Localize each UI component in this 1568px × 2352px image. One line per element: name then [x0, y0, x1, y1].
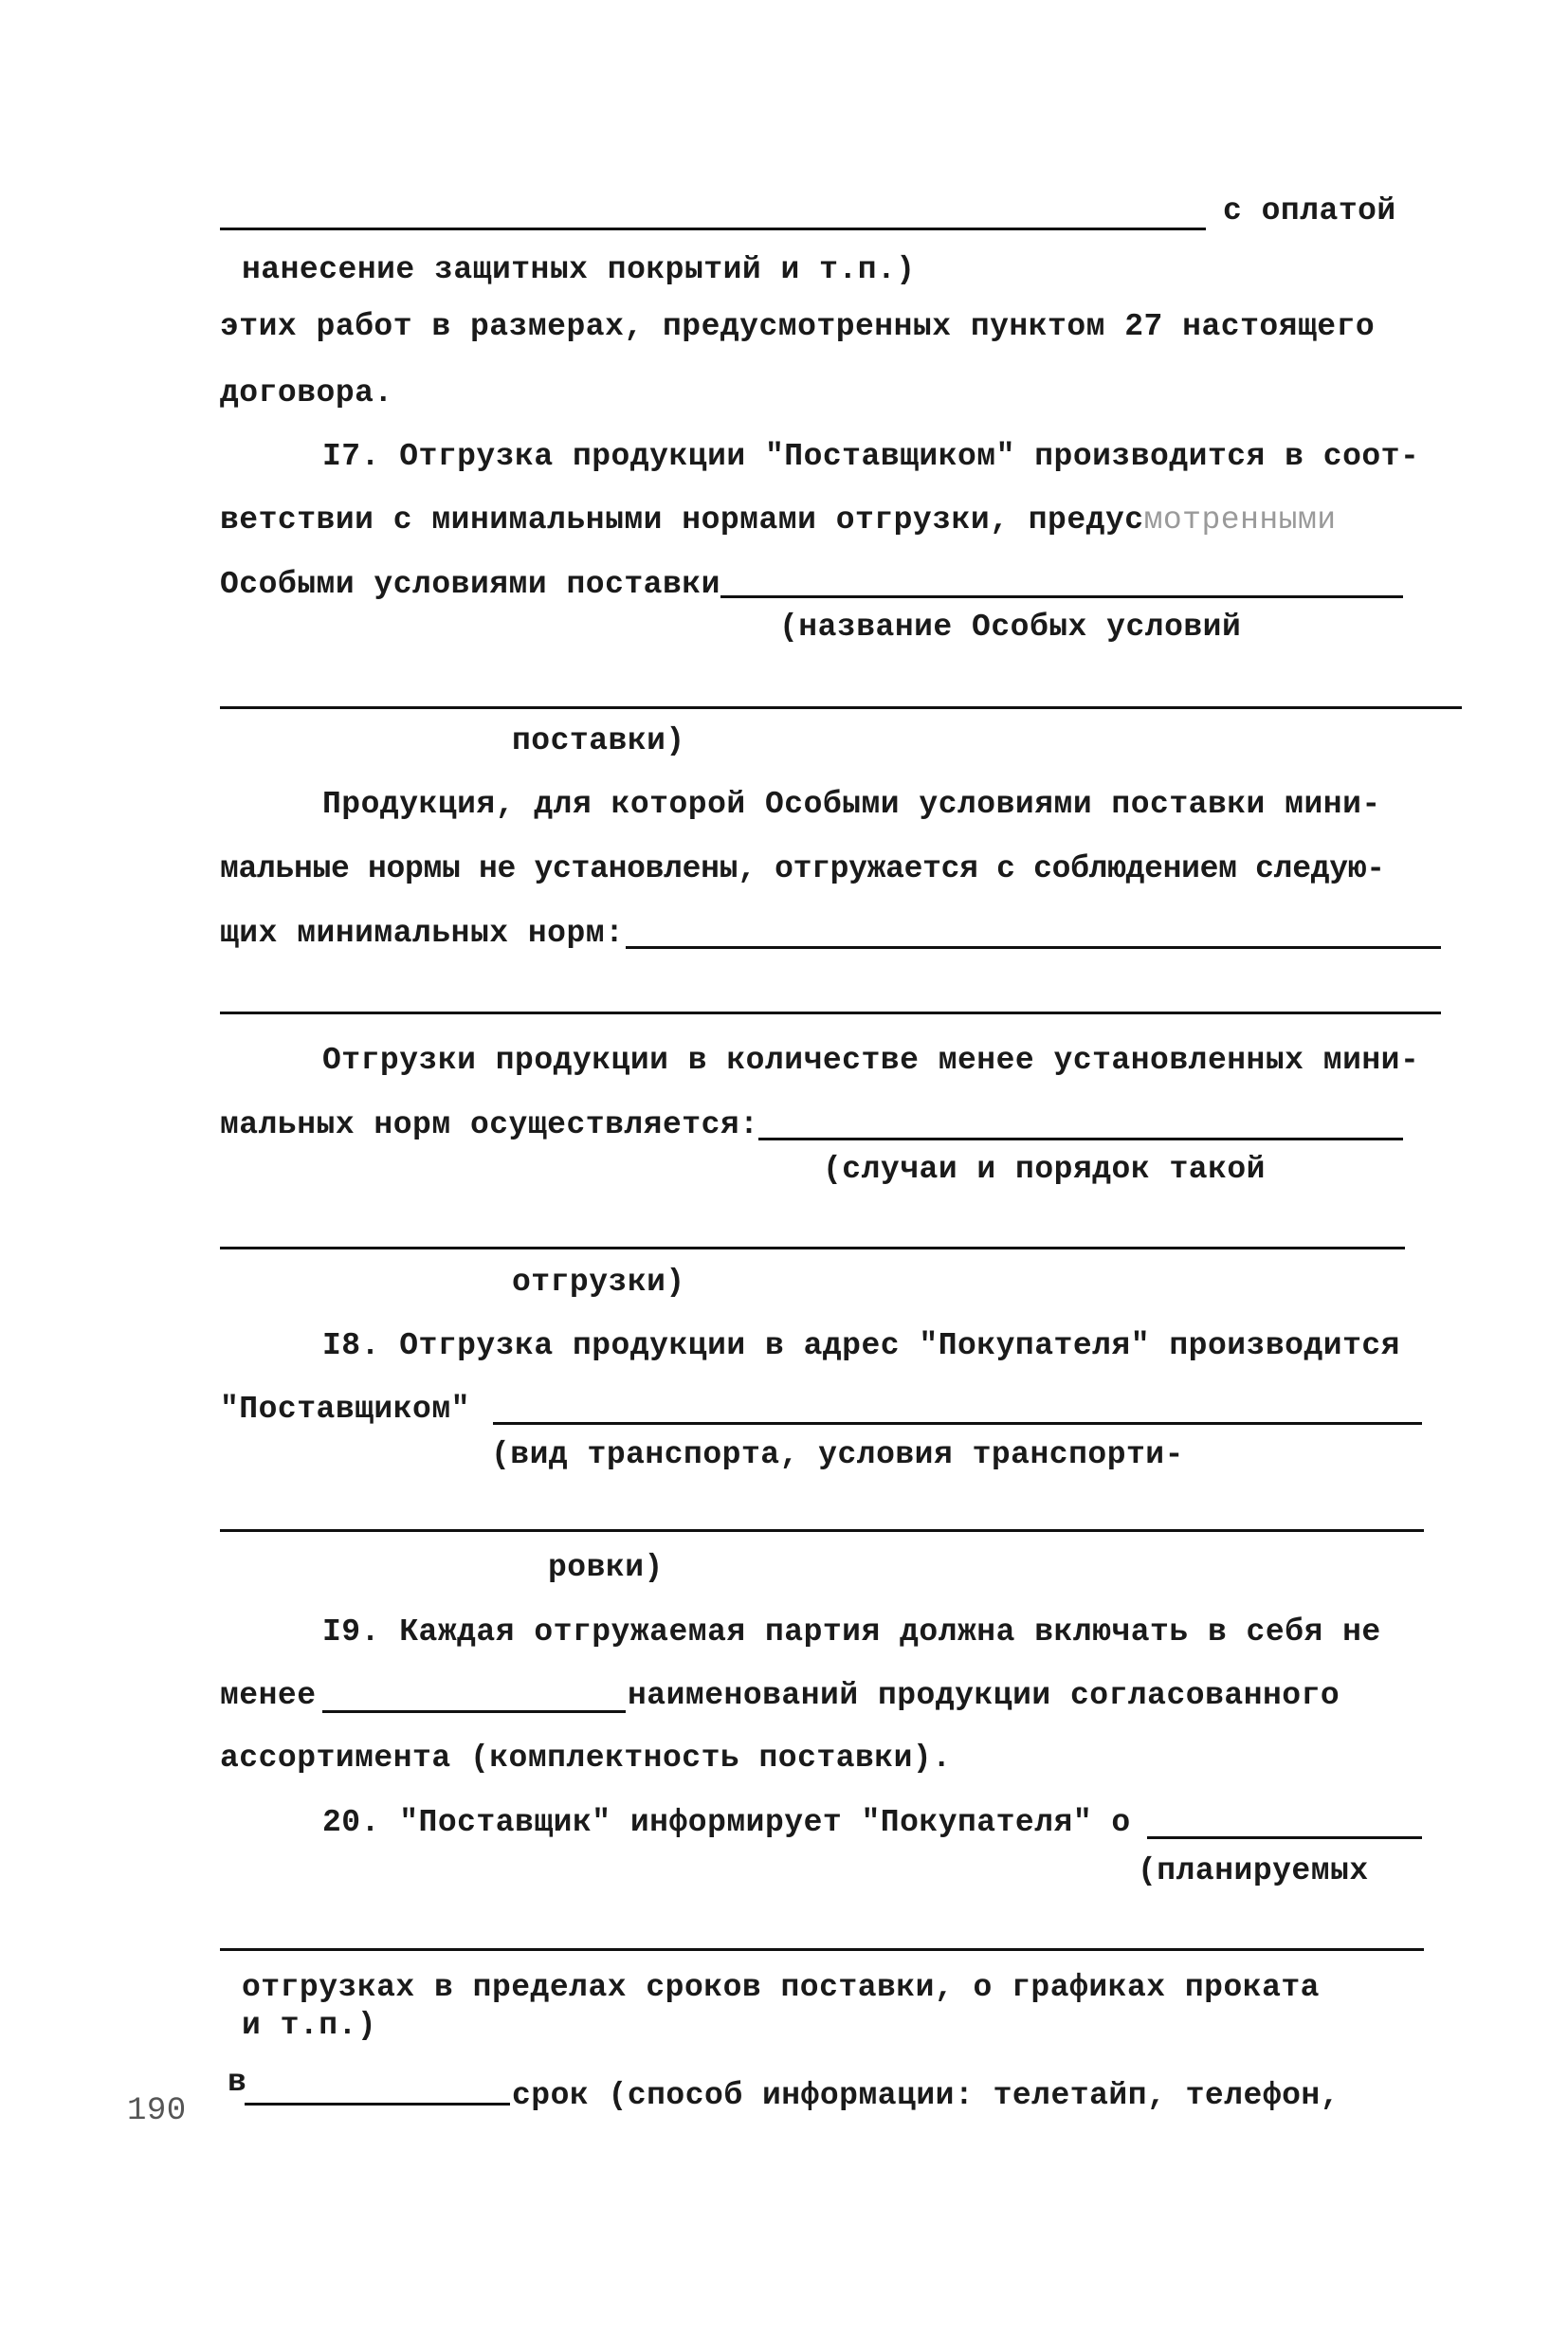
p19-line2-end: наименований продукции согласованного: [628, 1678, 1340, 1713]
fill-line-17c: [626, 946, 1441, 949]
p16-end-text: с оплатой: [1223, 193, 1396, 228]
p17c-caption2: отгрузки): [512, 1265, 685, 1300]
p18-line1: I8. Отгрузка продукции в адрес "Покупателя" производится: [322, 1328, 1400, 1363]
p17b-line1: Продукция, для которой Особыми условиями поставки мини-: [322, 787, 1381, 822]
p19-line1: I9. Каждая отгружаемая партия должна включать в себя не: [322, 1614, 1381, 1650]
fill-line-16: [220, 228, 1206, 230]
fill-line-20c: [245, 2103, 510, 2106]
p17c-line2: мальных норм осуществляется:: [220, 1107, 759, 1142]
p19-line2-start: менее: [220, 1678, 317, 1713]
p20-line1: 20. "Поставщик" информирует "Покупателя" о: [322, 1805, 1131, 1840]
p17b-line2: мальные нормы не установлены, отгружается с соблюдением следую-: [220, 851, 1385, 886]
p19-line3: ассортимента (комплектность поставки).: [220, 1741, 952, 1776]
fill-line-18a: [493, 1422, 1422, 1425]
fill-line-17f: [220, 1247, 1405, 1249]
p20-caption3: и т.п.): [242, 2008, 377, 2043]
fill-line-20b: [220, 1948, 1424, 1951]
p20-last-start: в: [228, 2065, 247, 2100]
p17-line2-faded: мотренными: [1143, 502, 1337, 538]
page-number: 190: [127, 2093, 187, 2129]
p16-caption: нанесение защитных покрытий и т.п.): [242, 252, 916, 287]
p16-line2: договора.: [220, 375, 393, 410]
fill-line-17b: [220, 706, 1462, 709]
fill-line-20a: [1147, 1836, 1422, 1839]
p17-caption2: поставки): [512, 723, 685, 758]
p17-line2-main: ветствии с минимальными нормами отгрузки, предус: [220, 502, 1144, 538]
fill-line-17d: [220, 1012, 1441, 1014]
p17c-line1: Отгрузки продукции в количестве менее установленных мини-: [322, 1043, 1420, 1078]
p17-line3: Особыми условиями поставки: [220, 567, 720, 602]
p16-line1: этих работ в размерах, предусмотренных пунктом 27 настоящего: [220, 309, 1376, 344]
p18-line2: "Поставщиком": [220, 1392, 470, 1427]
fill-line-19: [322, 1710, 626, 1713]
p17-caption1: (название Особых условий: [779, 610, 1242, 645]
p20-caption2: отгрузках в пределах сроков поставки, о графиках проката: [242, 1970, 1320, 2005]
p17b-line3: щих минимальных норм:: [220, 916, 625, 951]
p20-caption1: (планируемых: [1138, 1853, 1369, 1888]
p17-line2: [220, 504, 1337, 536]
p17-line1: I7. Отгрузка продукции "Поставщиком" производится в соот-: [322, 439, 1420, 474]
p20-last-end: срок (способ информации: телетайп, телефон,: [512, 2078, 1340, 2113]
p18-caption1: (вид транспорта, условия транспорти-: [491, 1437, 1184, 1472]
fill-line-17a: [720, 595, 1403, 598]
fill-line-18b: [220, 1529, 1424, 1532]
fill-line-17e: [758, 1138, 1403, 1140]
p17c-caption1: (случаи и порядок такой: [823, 1152, 1266, 1187]
p18-caption2: ровки): [548, 1550, 664, 1585]
